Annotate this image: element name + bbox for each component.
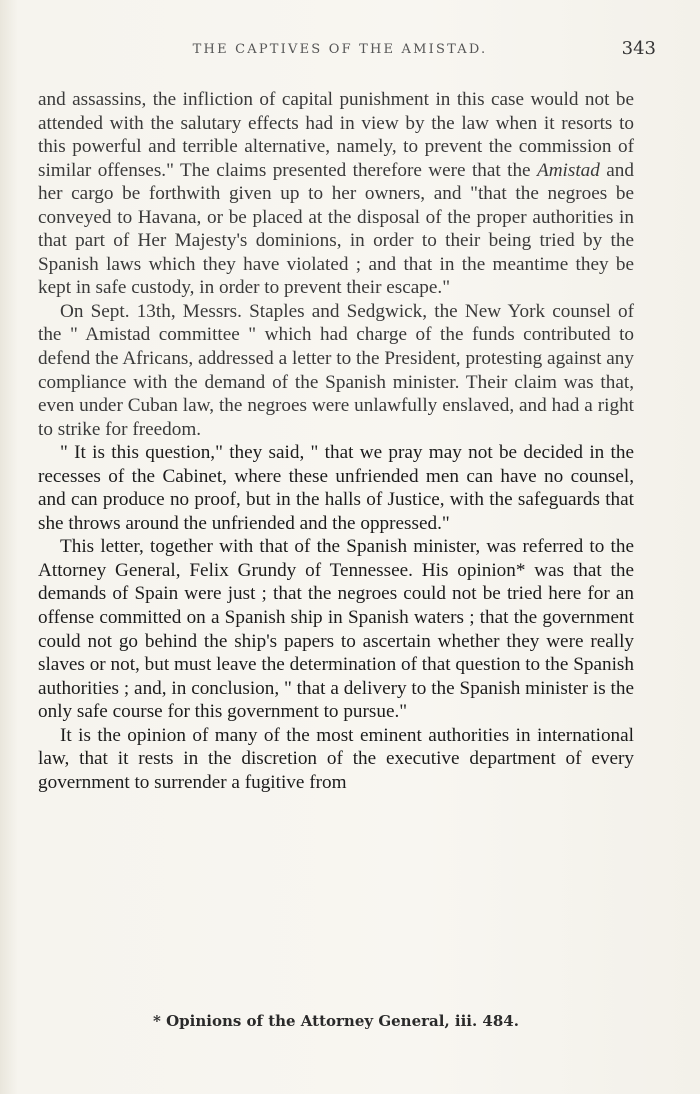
footnote: * Opinions of the Attorney General, iii. 484. [153,1012,519,1030]
paragraph-1-part-b: and her cargo be forthwith given up to her owners, and "that the negroes be conveyed to Havana, or be placed at the disposal of the proper authorities in that part of Her Majesty's dominions, in order to their being tried by the Spanish laws which they have violated ; and that in the meantime they be kept in safe custody, in order to prevent their escape." [38,159,634,299]
body-text [38,88,634,794]
ship-name-italic: Amistad [536,159,600,181]
paragraph-3: " It is this question," they said, " that we pray may not be decided in the recesses of the Cabinet, where these unfriended men can have no counsel, and can produce no proof, but in the halls of Justice, with the safeguards that she throws around the unfriended and the oppressed." [38,442,634,534]
running-head: THE CAPTIVES OF THE AMISTAD. [192,42,488,57]
paragraph-1 [38,88,634,300]
paragraph-4: This letter, together with that of the Spanish minister, was referred to the Attorney General, Felix Grundy of Tennessee. His opinion* was that the demands of Spain were just ; that the negroes could not be tried here for an offense committed on a Spanish ship in Spanish waters ; that the government could not go behind the ship's papers to ascertain whether they were really slaves or not, but must leave the determination of that question to the Spanish authorities ; and, in conclusion, " that a delivery to the Spanish minister is the only safe course for this government to pursue." [38,536,634,723]
page-header [40,38,660,62]
paragraph-2: On Sept. 13th, Messrs. Staples and Sedgwick, the New York counsel of the " Amistad committee " which had charge of the funds contributed to defend the Africans, addressed a letter to the President, protesting against any compliance with the demand of the Spanish minister. Their claim was that, even under Cuban law, the negroes were unlawfully enslaved, and had a right to strike for freedom. [38,300,634,440]
page-number: 343 [621,38,656,59]
paragraph-1-part-a: and assassins, the infliction of capital punishment in this case would not be attended with the salutary effects had in view by the law when it resorts to this powerful and terrible alternative, namely, to prevent the commission of similar offenses." The claims presented therefore were that the [38,89,634,181]
paragraph-5: It is the opinion of many of the most eminent authorities in international law, that it rests in the discretion of the executive department of every government to surrender a fugitive from [38,724,634,793]
